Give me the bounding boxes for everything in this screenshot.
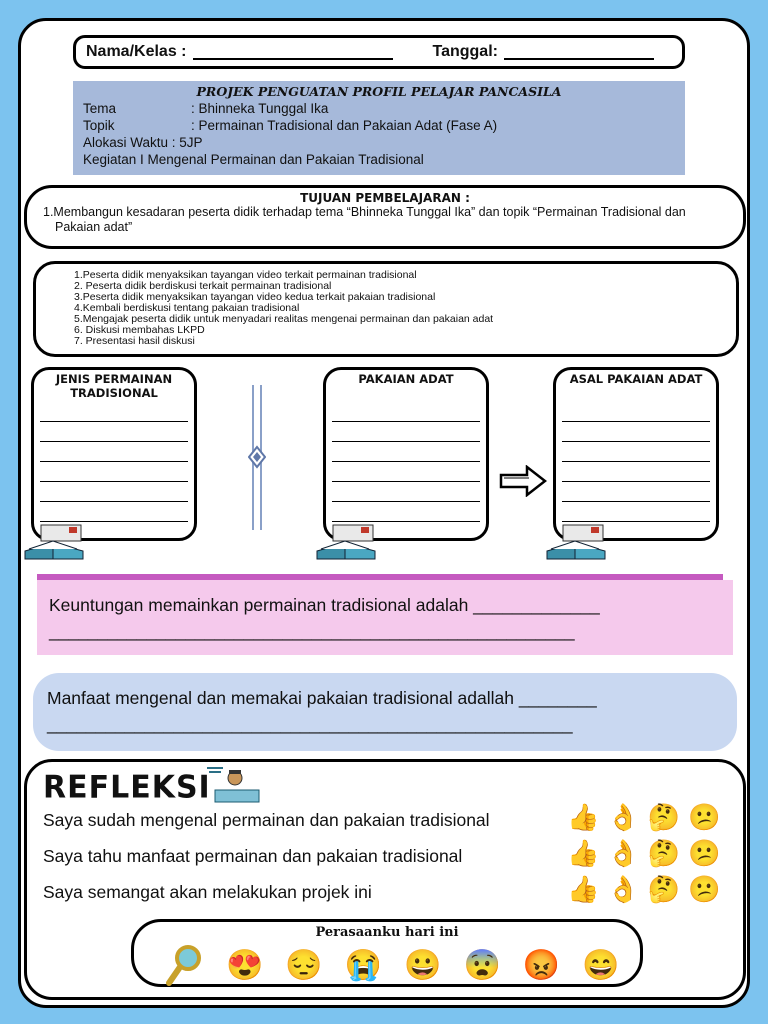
nama-label: Nama/Kelas : <box>86 43 187 60</box>
magnifier-icon <box>166 944 204 986</box>
tujuan-item: 1.Membangun kesadaran peserta didik terhadap tema “Bhinneka Tunggal Ika” dan topik “Permainan Tradisional dan Pakaian adat” <box>43 205 686 234</box>
ok-hand-emoji-icon[interactable]: 👌 <box>607 874 640 904</box>
ok-hand-emoji-icon[interactable]: 👌 <box>607 838 640 868</box>
angry-face-icon[interactable]: 😡 <box>522 948 561 982</box>
tujuan-heading: TUJUAN PEMBELAJARAN : <box>300 191 470 205</box>
mood-faces <box>166 944 620 986</box>
refleksi-statement: Saya semangat akan melakukan projek ini <box>43 882 372 902</box>
ok-hand-emoji-icon[interactable]: 👌 <box>607 802 640 832</box>
step-item: 2. Peserta didik berdiskusi terkait permainan tradisional <box>74 280 332 292</box>
tema-key: Tema <box>83 101 117 116</box>
alokasi-row: Alokasi Waktu : 5JP <box>83 135 203 150</box>
answer-line[interactable] <box>40 462 188 482</box>
answer-line[interactable] <box>562 462 710 482</box>
answer-line[interactable] <box>562 502 710 522</box>
tanggal-blank[interactable] <box>504 44 654 60</box>
answer-line[interactable] <box>40 442 188 462</box>
tema-value: : Bhinneka Tunggal Ika <box>191 101 329 116</box>
step-item: 7. Presentasi hasil diskusi <box>74 335 195 347</box>
answer-line[interactable] <box>332 462 480 482</box>
keuntungan-line2: ______________________________________________________ <box>49 621 575 641</box>
project-title: PROJEK PENGUATAN PROFIL PELAJAR PANCASILA <box>196 84 562 99</box>
topik-value: : Permainan Tradisional dan Pakaian Adat (Fase A) <box>191 118 498 133</box>
step-item: 5.Mengajak peserta didik untuk menyadari realitas mengenai permainan dan pakaian adat <box>74 313 494 325</box>
box-heading: PAKAIAN ADAT <box>358 372 454 386</box>
worksheet <box>18 18 750 1008</box>
topik-row <box>83 117 675 134</box>
answer-line[interactable] <box>40 402 188 422</box>
manfaat-line2: ______________________________________________________ <box>47 714 573 734</box>
answer-line[interactable] <box>332 422 480 442</box>
thinking-emoji-icon[interactable]: 🤔 <box>647 802 681 832</box>
box-pakaian-adat <box>323 367 489 541</box>
name-date-bar <box>73 35 685 69</box>
keuntungan-prompt[interactable] <box>37 580 733 655</box>
open-book-icon <box>315 521 379 561</box>
answer-line[interactable] <box>40 482 188 502</box>
thinking-emoji-icon[interactable]: 🤔 <box>647 874 681 904</box>
refleksi-statement: Saya sudah mengenal permainan dan pakaian tradisional <box>43 810 490 830</box>
manfaat-line1: Manfaat mengenal dan memakai pakaian tradisional adallah ________ <box>47 688 597 708</box>
box-heading: JENIS PERMAINAN TRADISIONAL <box>55 372 173 400</box>
rating-row <box>567 838 721 869</box>
student-desk-icon <box>205 764 263 804</box>
answer-line[interactable] <box>40 422 188 442</box>
box-asal-pakaian-adat <box>553 367 719 541</box>
box-heading: ASAL PAKAIAN ADAT <box>569 372 703 386</box>
tanggal-label: Tanggal: <box>432 43 498 60</box>
answer-line[interactable] <box>40 502 188 522</box>
rating-row <box>567 802 721 833</box>
pensive-face-icon[interactable]: 😔 <box>285 948 323 982</box>
nama-blank[interactable] <box>193 44 393 60</box>
answer-line[interactable] <box>562 442 710 462</box>
step-item: 4.Kembali berdiskusi tentang pakaian tradisional <box>74 302 300 314</box>
thumbs-up-emoji-icon[interactable]: 👍 <box>567 838 600 868</box>
fearful-face-icon[interactable]: 😨 <box>463 948 501 982</box>
rating-row <box>567 874 721 905</box>
step-item: 3.Peserta didik menyaksikan tayangan video kedua terkait pakaian tradisional <box>74 291 436 303</box>
thumbs-up-emoji-icon[interactable]: 👍 <box>567 802 600 832</box>
refleksi-section <box>24 759 746 1000</box>
keuntungan-line1: Keuntungan memainkan permainan tradisional adalah _____________ <box>49 595 600 615</box>
confused-emoji-icon[interactable]: 😕 <box>688 874 721 904</box>
topik-key: Topik <box>83 118 115 133</box>
step-item: 1.Peserta didik menyaksikan tayangan video terkait permainan tradisional <box>74 269 417 281</box>
answer-line[interactable] <box>332 482 480 502</box>
open-book-icon <box>545 521 609 561</box>
heart-eyes-face-icon[interactable]: 😍 <box>226 948 264 982</box>
grinning-face-icon[interactable]: 😀 <box>404 948 442 982</box>
confused-emoji-icon[interactable]: 😕 <box>688 802 721 832</box>
smiling-face-icon[interactable]: 😄 <box>582 948 620 982</box>
open-book-icon <box>23 521 87 561</box>
answer-line[interactable] <box>332 442 480 462</box>
answer-line[interactable] <box>332 402 480 422</box>
tema-row <box>83 100 675 117</box>
box-jenis-permainan <box>31 367 197 541</box>
refleksi-statement: Saya tahu manfaat permainan dan pakaian tradisional <box>43 846 463 866</box>
answer-line[interactable] <box>332 502 480 522</box>
project-info <box>73 81 685 175</box>
mood-panel <box>131 919 643 987</box>
confused-emoji-icon[interactable]: 😕 <box>688 838 721 868</box>
arrow-right-icon <box>499 465 547 497</box>
step-item: 6. Diskusi membahas LKPD <box>74 324 205 336</box>
mood-heading: Perasaanku hari ini <box>315 925 459 940</box>
manfaat-prompt[interactable] <box>33 673 737 751</box>
answer-line[interactable] <box>562 402 710 422</box>
thumbs-up-emoji-icon[interactable]: 👍 <box>567 874 600 904</box>
answer-line[interactable] <box>562 422 710 442</box>
steps-box <box>33 261 739 357</box>
ornament-divider-icon <box>248 385 266 530</box>
answer-line[interactable] <box>562 482 710 502</box>
kegiatan-row: Kegiatan I Mengenal Permainan dan Pakaian Tradisional <box>83 152 424 167</box>
crying-face-icon[interactable]: 😭 <box>344 948 383 982</box>
refleksi-title: REFLEKSI <box>43 769 211 806</box>
thinking-emoji-icon[interactable]: 🤔 <box>647 838 681 868</box>
tujuan-box <box>24 185 746 249</box>
